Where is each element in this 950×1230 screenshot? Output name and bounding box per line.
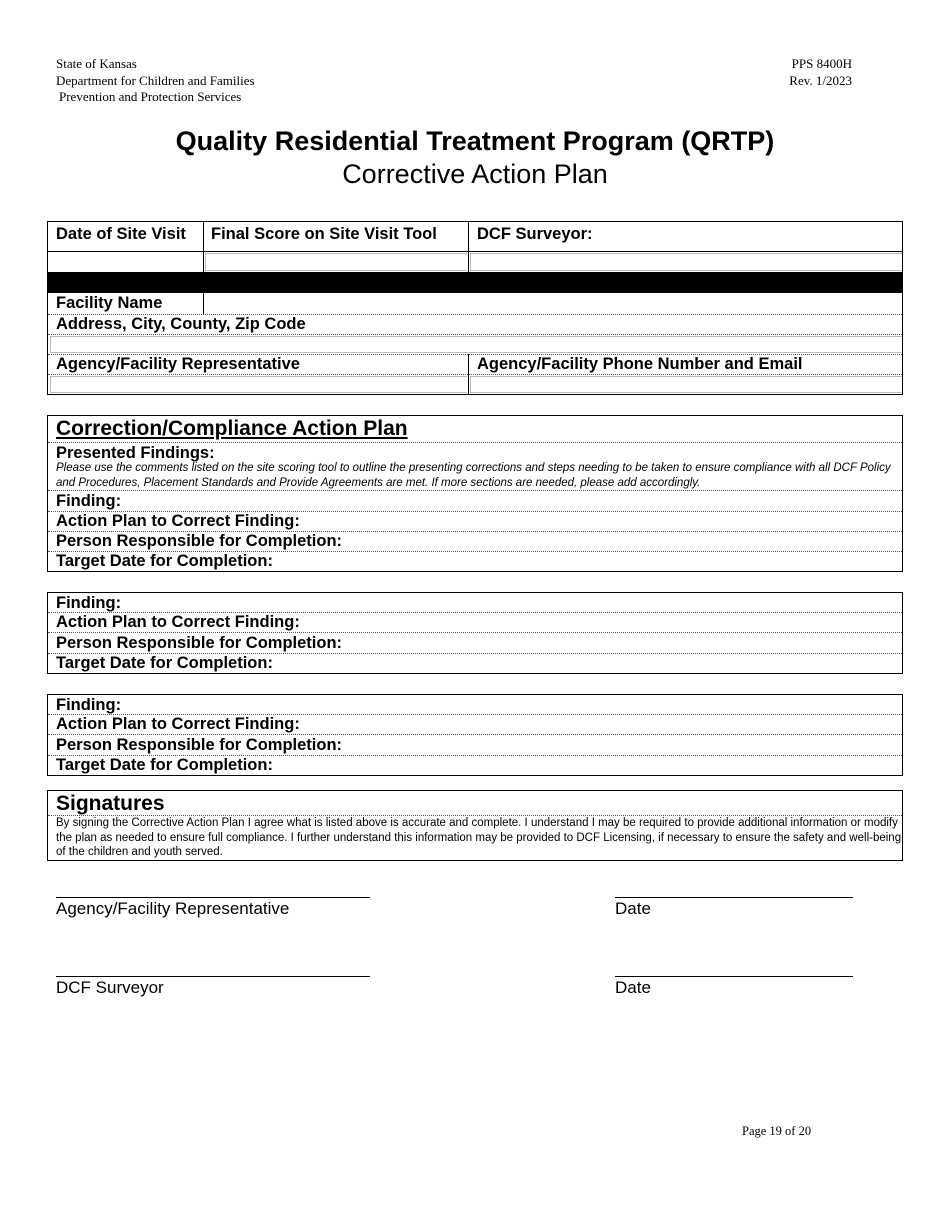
- page-number: Page 19 of 20: [742, 1124, 812, 1138]
- phone-email-field[interactable]: [470, 376, 902, 393]
- divider: [48, 334, 902, 335]
- target-date-label[interactable]: Target Date for Completion:: [56, 552, 273, 570]
- representative-signature-label: Agency/Facility Representative: [56, 899, 290, 918]
- representative-date-label: Date: [615, 899, 651, 918]
- facility-name-label: Facility Name: [56, 294, 163, 312]
- agency-department: Department for Children and Families: [56, 72, 255, 88]
- finding-label[interactable]: Finding:: [56, 492, 122, 510]
- signatures-heading: Signatures: [56, 792, 165, 815]
- surveyor-signature-line[interactable]: [56, 976, 370, 977]
- finding-block: [47, 694, 903, 776]
- address-label: Address, City, County, Zip Code: [56, 315, 306, 333]
- form-info: [760, 56, 852, 89]
- dcf-surveyor-label: DCF Surveyor:: [477, 225, 593, 243]
- person-responsible-label[interactable]: Person Responsible for Completion:: [56, 634, 343, 652]
- divider: [468, 222, 469, 272]
- representative-field[interactable]: [50, 376, 467, 393]
- address-field[interactable]: [50, 336, 902, 353]
- surveyor-date-label: Date: [615, 978, 651, 997]
- date-of-site-visit-label: Date of Site Visit: [56, 225, 186, 243]
- action-plan-heading: Correction/Compliance Action Plan: [56, 417, 408, 440]
- form-revision: Rev. 1/2023: [789, 72, 852, 88]
- agency-header: [56, 56, 255, 106]
- agency-division: Prevention and Protection Services: [59, 89, 242, 104]
- finding-label[interactable]: Finding:: [56, 696, 122, 714]
- page-title: Quality Residential Treatment Program (QRTP): [175, 126, 775, 156]
- representative-signature-line[interactable]: [56, 897, 370, 898]
- action-plan-section: [47, 415, 903, 572]
- presented-findings-instructions: Please use the comments listed on the site scoring tool to outline the presenting corrections and steps needing to be taken to ensure compliance with all DCF Policy and Procedures, Placement Standards and Provide Agreements are met. If more sections are needed, please add accordingly.: [56, 462, 891, 489]
- facility-name-field[interactable]: [205, 294, 902, 313]
- separator-bar: [48, 272, 902, 293]
- target-date-label[interactable]: Target Date for Completion:: [56, 756, 273, 774]
- representative-date-line[interactable]: [615, 897, 853, 898]
- finding-label[interactable]: Finding:: [56, 594, 122, 612]
- divider: [48, 490, 902, 491]
- final-score-field[interactable]: [205, 253, 467, 271]
- person-responsible-label[interactable]: Person Responsible for Completion:: [56, 736, 343, 754]
- action-plan-label[interactable]: Action Plan to Correct Finding:: [56, 613, 300, 631]
- date-of-site-visit-field[interactable]: [48, 253, 203, 271]
- person-responsible-label[interactable]: Person Responsible for Completion:: [56, 532, 343, 550]
- dcf-surveyor-field[interactable]: [470, 253, 902, 271]
- site-info-table: [47, 221, 903, 395]
- target-date-label[interactable]: Target Date for Completion:: [56, 654, 273, 672]
- presented-findings-label: Presented Findings:: [56, 444, 215, 462]
- surveyor-signature-label: DCF Surveyor: [56, 978, 164, 997]
- divider: [48, 251, 902, 252]
- action-plan-label[interactable]: Action Plan to Correct Finding:: [56, 715, 300, 733]
- finding-block: [47, 592, 903, 674]
- page-subtitle: Corrective Action Plan: [342, 159, 608, 189]
- form-number: PPS 8400H: [791, 56, 852, 71]
- final-score-label: Final Score on Site Visit Tool: [211, 225, 437, 243]
- divider: [48, 374, 902, 375]
- surveyor-date-line[interactable]: [615, 976, 853, 977]
- representative-label: Agency/Facility Representative: [56, 355, 300, 373]
- signatures-statement: By signing the Corrective Action Plan I agree what is listed above is accurate and complete. I understand I may be required to provide additional information or modify the plan as needed to ensure full compliance. I further understand this information may be provided to DCF Licensing, if necessary to ensure the safety and well-being of the children and youth served.: [56, 817, 902, 858]
- phone-email-label: Agency/Facility Phone Number and Email: [477, 355, 803, 373]
- agency-state: State of Kansas: [56, 56, 137, 71]
- action-plan-label[interactable]: Action Plan to Correct Finding:: [56, 512, 300, 530]
- signatures-section: [47, 790, 903, 861]
- divider: [203, 293, 204, 314]
- divider: [203, 222, 204, 272]
